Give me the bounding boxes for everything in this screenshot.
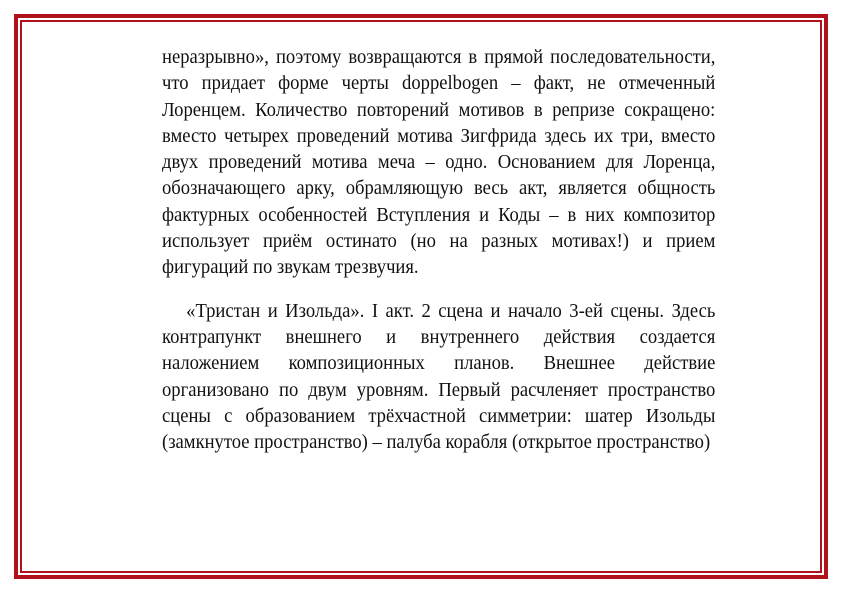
document-body bbox=[162, 44, 715, 455]
paragraph-tristan-isolde: «Тристан и Изольда». I акт. 2 сцена и начало 3-ей сцены. Здесь контрапункт внешнего и внутреннего действия создается наложением композиционных планов. Внешнее действие организовано по двум уровням. Первый расчленяет пространство сцены с образованием трёхчастной симметрии: шатер Изольды (замкнутое пространство) – палуба корабля (открытое пространство) bbox=[162, 299, 716, 454]
paragraph-lorenz-analysis: неразрывно», поэтому возвращаются в прямой последовательности, что придает форме черты doppelbogen – факт, не отмеченный Лоренцем. Количество повторений мотивов в репризе сокращено: вместо четырех проведений мотива Зигфрида здесь их три, вместо двух проведений мотива меча – одно. Основанием для Лоренца, обозначающего арку, обрамляющую весь акт, является общность фактурных особенностей Вступления и Коды – в них композитор использует приём остинато (но на разных мотивах!) и прием фигураций по звукам трезвучия. bbox=[162, 46, 716, 279]
